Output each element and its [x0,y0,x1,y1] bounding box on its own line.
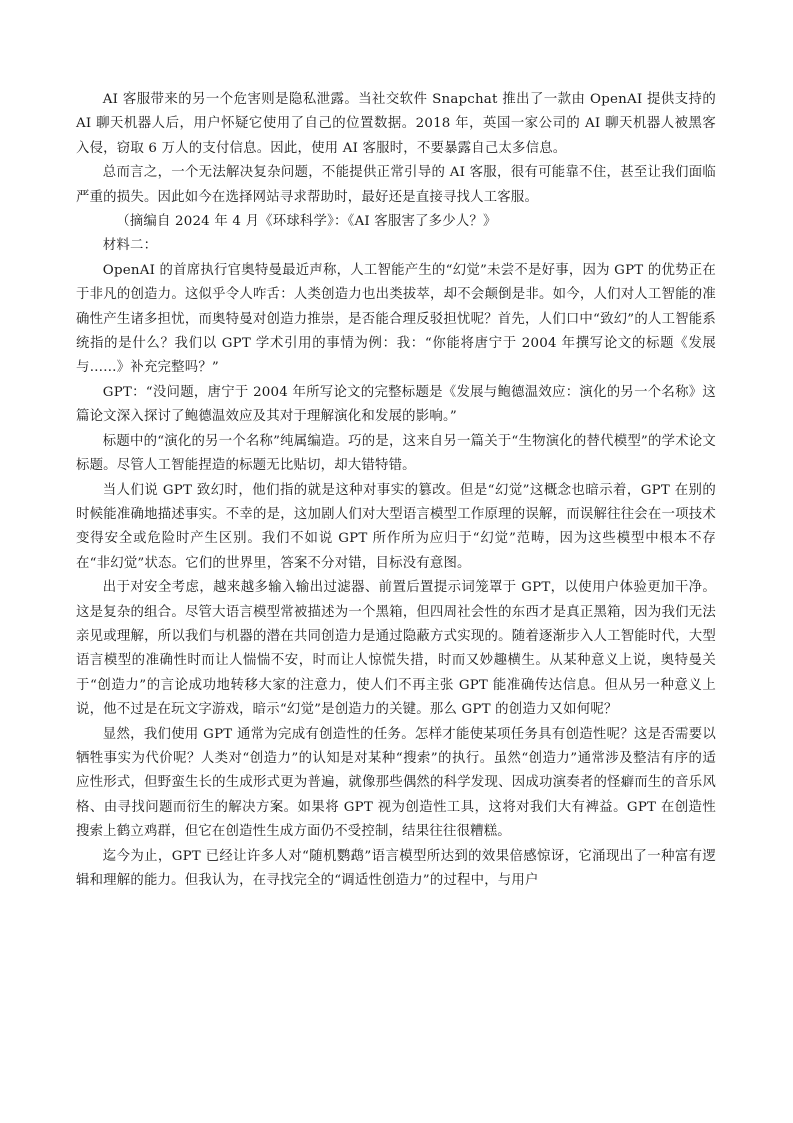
paragraph-fabricated-title: 标题中的“演化的另一个名称”纯属编造。巧的是，这来自另一篇关于“生物演化的替代模型”的学术论文标题。尽管人工智能捏造的标题无比贴切，却大错特错。 [76,433,716,474]
document-page [76,88,716,893]
paragraph-creativity: 显然，我们使用 GPT 通常为完成有创造性的任务。怎样才能使某项任务具有创造性呢？这是否需要以牺牲事实为代价呢？人类对“创造力”的认知是对某种“搜索”的执行。虽然“创造力”通常涉及整洁有序的适应性形式，但野蛮生长的生成形式更为普遍，就像那些偶然的科学发现、因成功演奏者的怪癖而生的音乐风格、由寻找问题而衍生的解决方案。如果将 GPT 视为创造性工具，这将对我们大有裨益。GPT 在创造性搜索上鹤立鸡群，但它在创造性生成方面仍不受控制，结果往往很糟糕。 [76,726,716,840]
paragraph-safety: 出于对安全考虑，越来越多输入输出过滤器、前置后置提示词笼罩于 GPT，以使用户体验更加干净。这是复杂的组合。尽管大语言模型常被描述为一个黑箱，但四周社会性的东西才是真正黑箱，因为我们无法亲见或理解，所以我们与机器的潜在共同创造力是通过隐蔽方式实现的。随着逐渐步入人工智能时代，大型语言模型的准确性时而让人惴惴不安，时而让人惊慌失措，时而又妙趣横生。从某种意义上说，奥特曼关于“创造力”的言论成功地转移大家的注意力，使人们不再主张 GPT 能准确传达信息。但从另一种意义上说，他不过是在玩文字游戏，暗示“幻觉”是创造力的关键。那么 GPT 的创造力又如何呢？ [76,580,716,718]
paragraph-conclusion: 总而言之，一个无法解决复杂问题，不能提供正常引导的 AI 客服，很有可能靠不住，甚至让我们面临严重的损失。因此如今在选择网站寻求帮助时，最好还是直接寻找人工客服。 [76,165,716,205]
source-citation: （摘编自 2024 年 4 月《环球科学》：《AI 客服害了多少人？》 [116,214,497,230]
paragraph-hallucination: 当人们说 GPT 致幻时，他们指的就是这种对事实的篡改。但是“幻觉”这概念也暗示着，GPT 在别的时候能准确地描述事实。不幸的是，这加剧人们对大型语言模型工作原理的误解，而误解往往会在一项技术变得安全或危险时产生区别。我们不如说 GPT 所作所为应归于“幻觉”范畴，因为这些模型中根本不存在“非幻觉”状态。它们的世界里，答案不分对错，目标没有意图。 [76,482,716,571]
paragraph-gpt-reply: GPT：“没问题，唐宁于 2004 年所写论文的完整标题是《发展与鲍德温效应：演化的另一个名称》这篇论文深入探讨了鲍德温效应及其对于理解演化和发展的影响。” [76,384,716,425]
paragraph-altman-claim: OpenAI 的首席执行官奥特曼最近声称，人工智能产生的“幻觉”未尝不是好事，因为 GPT 的优势正在于非凡的创造力。这似乎令人咋舌：人类创造力也出类拔萃，却不会颠倒是非。如今，人们对人工智能的准确性产生诸多担忧，而奥特曼对创造力推崇，是否能合理反驳担忧呢？首先，人们口中“致幻”的人工智能系统指的是什么？我们以 GPT 学术引用的事情为例：我：“你能将唐宁于 2004 年撰写论文的标题《发展与……》补充完整吗？” [76,262,716,376]
section-heading-material-two: 材料二： [102,238,158,254]
paragraph-stochastic-parrot: 迄今为止，GPT 已经让许多人对“随机鹦鹉”语言模型所达到的效果倍感惊讶，它涌现出了一种富有逻辑和理解的能力。但我认为，在寻找完全的“调适性创造力”的过程中，与用户 [76,848,716,888]
paragraph-privacy: AI 客服带来的另一个危害则是隐私泄露。当社交软件 Snapchat 推出了一款由 OpenAI 提供支持的 AI 聊天机器人后，用户怀疑它使用了自己的位置数据。2018 年，英国一家公司的 AI 聊天机器人被黑客入侵，窃取 6 万人的支付信息。因此，使用 AI 客服时，不要暴露自己太多信息。 [76,92,716,156]
